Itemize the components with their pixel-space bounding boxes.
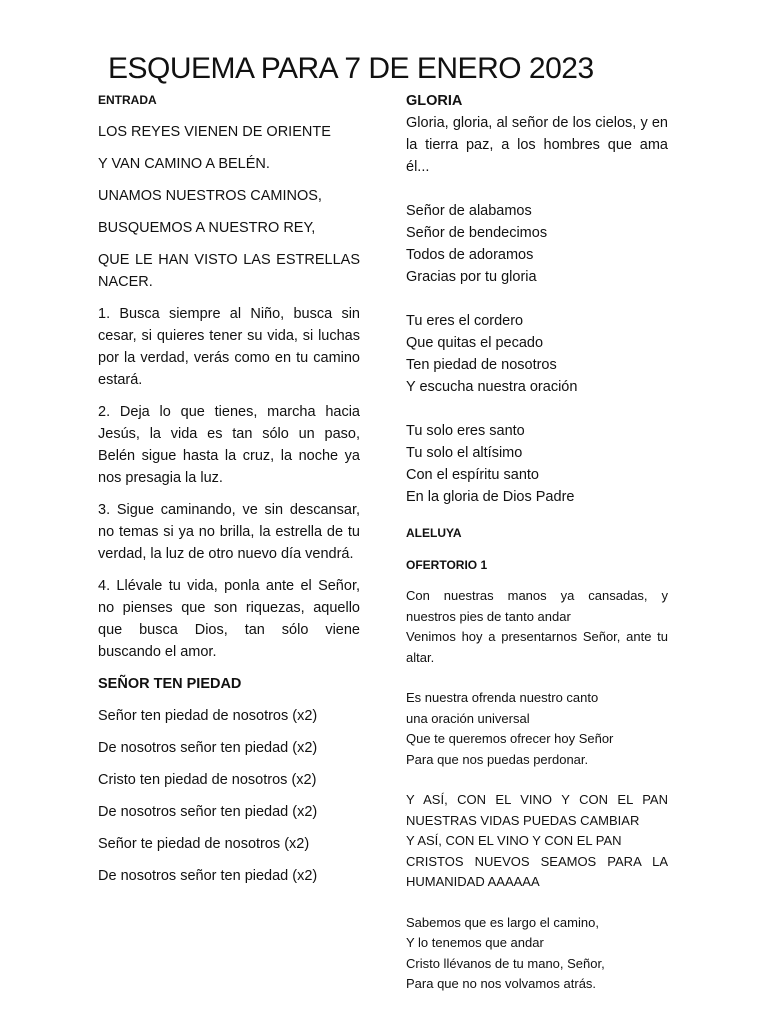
chorus-last: CRISTOS NUEVOS SEAMOS PARA LA HUMANIDAD AAAAAA bbox=[406, 853, 668, 889]
left-column bbox=[98, 93, 360, 887]
ofertorio-line: Para que nos puedas perdonar. bbox=[406, 751, 589, 767]
ofertorio-intro-2: Venimos hoy a presentarnos Señor, ante tu altar. bbox=[406, 629, 668, 665]
entrada-line: BUSQUEMOS A NUESTRO REY, bbox=[98, 220, 316, 236]
piedad-line: De nosotros señor ten piedad (x2) bbox=[98, 804, 318, 820]
piedad-heading: SEÑOR TEN PIEDAD bbox=[98, 676, 242, 692]
gloria-line: Señor de alabamos bbox=[406, 203, 532, 219]
entrada-line: LOS REYES VIENEN DE ORIENTE bbox=[98, 124, 331, 140]
piedad-line: De nosotros señor ten piedad (x2) bbox=[98, 868, 318, 884]
ofertorio-line: Que te queremos ofrecer hoy Señor bbox=[406, 731, 614, 746]
entrada-line: Y VAN CAMINO A BELÉN. bbox=[98, 156, 270, 172]
gloria-line: En la gloria de Dios Padre bbox=[406, 489, 575, 505]
gloria-line: Que quitas el pecado bbox=[406, 335, 544, 351]
gloria-heading: GLORIA bbox=[406, 93, 463, 109]
ofertorio-heading: OFERTORIO 1 bbox=[406, 558, 488, 572]
piedad-line: Señor te piedad de nosotros (x2) bbox=[98, 836, 310, 852]
ofertorio-line: Es nuestra ofrenda nuestro canto bbox=[406, 690, 599, 705]
chorus-line: Y ASÍ, CON EL VINO Y CON EL PAN bbox=[406, 792, 668, 807]
gloria-intro: Gloria, gloria, al señor de los cielos, y en la tierra paz, a los hombres que ama él... bbox=[406, 115, 668, 175]
gloria-line: Con el espíritu santo bbox=[406, 467, 539, 483]
gloria-line: Tu eres el cordero bbox=[406, 313, 524, 329]
right-column bbox=[406, 90, 668, 995]
final-line: Cristo llévanos de tu mano, Señor, bbox=[406, 955, 605, 971]
verse-4: 4. Llévale tu vida, ponla ante el Señor, no pienses que son riquezas, aquello que busca Dios, tan sólo viene buscando el amor. bbox=[98, 578, 360, 660]
entrada-line: UNAMOS NUESTROS CAMINOS, bbox=[98, 188, 322, 204]
ofertorio-line: una oración universal bbox=[406, 710, 530, 726]
chorus-line: Y ASÍ, CON EL VINO Y CON EL PAN bbox=[406, 833, 622, 848]
ofertorio-intro: Con nuestras manos ya cansadas, y nuestros pies de tanto andar bbox=[406, 588, 668, 624]
gloria-line: Gracias por tu gloria bbox=[406, 269, 537, 285]
chorus-line: NUESTRAS VIDAS PUEDAS CAMBIAR bbox=[406, 812, 640, 828]
final-line: Para que no nos volvamos atrás. bbox=[406, 976, 597, 991]
aleluya-heading: ALELUYA bbox=[406, 526, 462, 540]
gloria-line: Tu solo eres santo bbox=[406, 423, 525, 439]
piedad-line: Cristo ten piedad de nosotros (x2) bbox=[98, 772, 317, 788]
verse-2: 2. Deja lo que tienes, marcha hacia Jesús, la vida es tan sólo un paso, Belén sigue hasta la cruz, la noche ya nos presagia la luz. bbox=[98, 404, 360, 486]
entrada-line: QUE LE HAN VISTO LAS ESTRELLAS NACER. bbox=[98, 252, 360, 290]
verse-1: 1. Busca siempre al Niño, busca sin cesar, si quieres tener su vida, si luchas por la verdad, verás como en tu camino estará. bbox=[98, 306, 360, 388]
gloria-line: Tu solo el altísimo bbox=[406, 445, 523, 461]
verse-3: 3. Sigue caminando, ve sin descansar, no temas si ya no brilla, la estrella de tu verdad, la luz de otro nuevo día vendrá. bbox=[98, 502, 360, 562]
gloria-line: Ten piedad de nosotros bbox=[406, 357, 557, 373]
gloria-line: Y escucha nuestra oración bbox=[406, 379, 578, 395]
gloria-line: Señor de bendecimos bbox=[406, 225, 548, 241]
final-line: Sabemos que es largo el camino, bbox=[406, 914, 599, 930]
piedad-line: De nosotros señor ten piedad (x2) bbox=[98, 740, 318, 756]
page-title: ESQUEMA PARA 7 DE ENERO 2023 bbox=[108, 52, 594, 85]
piedad-line: Señor ten piedad de nosotros (x2) bbox=[98, 708, 318, 724]
entrada-heading: ENTRADA bbox=[98, 93, 157, 107]
final-line: Y lo tenemos que andar bbox=[406, 935, 544, 950]
gloria-line: Todos de adoramos bbox=[406, 247, 534, 263]
